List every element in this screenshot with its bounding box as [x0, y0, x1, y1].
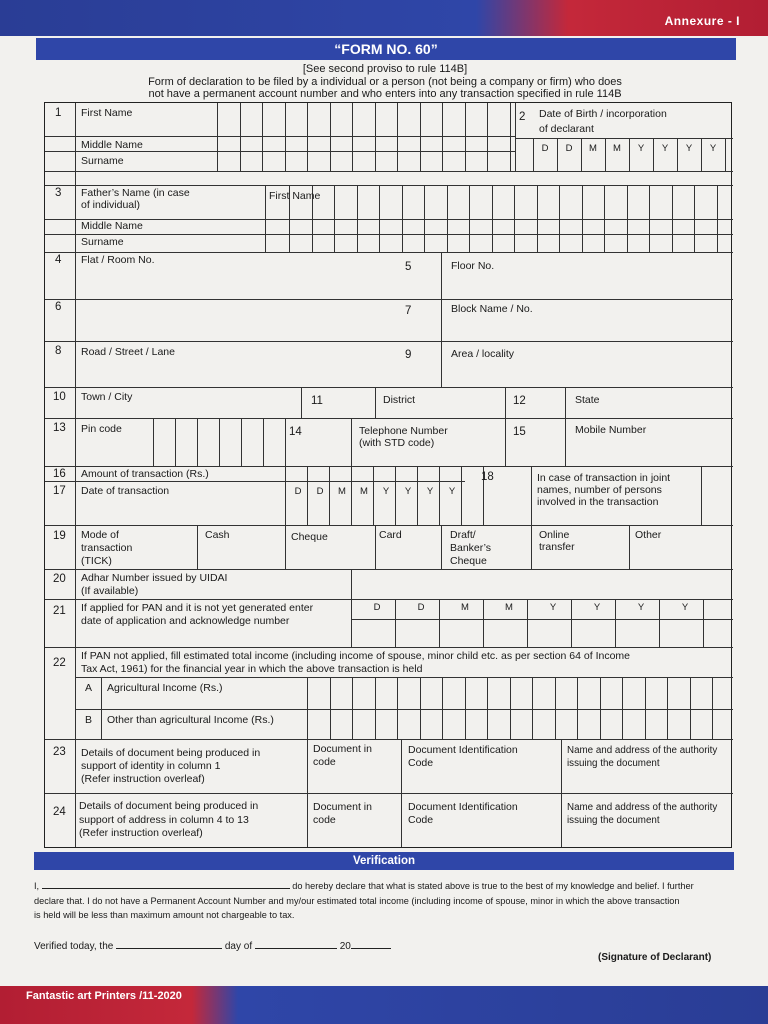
verification-title: Verification [34, 852, 734, 870]
row-18-number: 18 [481, 471, 494, 483]
row-8-number: 8 [55, 345, 62, 357]
cell-divider [555, 677, 556, 739]
pan-date-letter-5: Y [549, 602, 557, 613]
cell-divider [330, 103, 331, 171]
address-doc-label-a: Details of document being produced in [79, 800, 259, 812]
row-7-number: 7 [405, 305, 412, 317]
row-10-number: 10 [53, 391, 66, 403]
txn-date-letter-3: M [338, 486, 346, 497]
pan-date-letter-8: Y [681, 602, 689, 613]
cell-divider [447, 185, 448, 252]
pincode-label: Pin code [81, 423, 122, 435]
identity-id-code-b: Code [408, 757, 434, 769]
form-title: “FORM NO. 60” [36, 38, 736, 60]
cell-divider [307, 677, 308, 739]
row-1-number: 1 [55, 107, 62, 119]
dob-cell-divider [725, 138, 726, 171]
cell-divider [627, 185, 628, 252]
address-authority-a: Name and address of the authority [567, 802, 718, 813]
day-of-label: day of [224, 941, 253, 952]
cell-divider [694, 185, 695, 252]
cell-divider [263, 418, 264, 466]
flat-label: Flat / Room No. [81, 254, 155, 266]
joint-label-a: In case of transaction in joint [537, 472, 671, 484]
dob-cell-divider [581, 138, 582, 171]
state-label: State [575, 394, 600, 406]
cell-divider [492, 185, 493, 252]
mode-cheque[interactable]: Cheque [291, 531, 328, 543]
income-label-b: Tax Act, 1961) for the financial year in which the above transaction is held [81, 663, 423, 675]
address-authority-b: issuing the document [567, 815, 660, 826]
dob-letter-5: Y [637, 143, 645, 154]
address-doc-code-b: code [313, 814, 336, 826]
dob-cell-divider [605, 138, 606, 171]
area-label: Area / locality [451, 348, 515, 360]
pan-date-letter-4: M [505, 602, 513, 613]
dob-cell-divider [653, 138, 654, 171]
address-doc-code-a: Document in [313, 801, 372, 813]
month-blank[interactable] [255, 940, 337, 949]
mode-card[interactable]: Card [379, 529, 402, 541]
cell-divider [649, 185, 650, 252]
mode-online-b[interactable]: transfer [539, 541, 575, 553]
dob-letter-2: D [565, 143, 573, 154]
declarant-name-blank[interactable] [42, 879, 290, 889]
address-id-code-a: Document Identification [408, 801, 518, 813]
floor-label: Floor No. [451, 260, 495, 272]
dob-cell-divider [557, 138, 558, 171]
dob-cell-divider [533, 138, 534, 171]
cell-divider [175, 418, 176, 466]
cell-divider [219, 418, 220, 466]
cell-divider [241, 418, 242, 466]
row-17-number: 17 [53, 485, 66, 497]
father-label-b: of individual) [81, 199, 140, 211]
mode-draft-a[interactable]: Draft/ [450, 529, 476, 541]
row-19-number: 19 [53, 530, 66, 542]
row-22-number: 22 [53, 657, 66, 669]
row-14-number: 14 [289, 426, 302, 438]
signature-label: (Signature of Declarant) [598, 952, 712, 963]
cell-divider [375, 677, 376, 739]
cell-divider [357, 185, 358, 252]
cell-divider [514, 185, 515, 252]
income-label-a: If PAN not applied, fill estimated total income (including income of spouse, minor child etc. as per section 64 of Income [81, 650, 630, 662]
mode-label-a: Mode of [81, 529, 119, 541]
cell-divider [465, 677, 466, 739]
dob-letter-1: D [541, 143, 549, 154]
cell-divider [352, 103, 353, 171]
cell-divider [262, 103, 263, 171]
pan-date-letter-7: Y [637, 602, 645, 613]
mode-draft-c[interactable]: Cheque [450, 555, 487, 567]
identity-doc-code-b: code [313, 756, 336, 768]
txn-date-letter-5: Y [382, 486, 390, 497]
aadhaar-label-b: (If available) [81, 585, 139, 597]
year-prefix: 20 [339, 941, 351, 952]
mode-cash[interactable]: Cash [205, 529, 230, 541]
cell-divider [510, 103, 511, 171]
identity-authority-a: Name and address of the authority [567, 745, 718, 756]
cell-divider [672, 185, 673, 252]
mode-draft-b[interactable]: Banker’s [450, 542, 492, 554]
row-21-number: 21 [53, 605, 66, 617]
mode-label-b: transaction [81, 542, 133, 554]
cell-divider [559, 185, 560, 252]
block-label: Block Name / No. [451, 303, 533, 315]
verified-today-label: Verified today, the [34, 941, 114, 952]
identity-id-code-a: Document Identification [408, 744, 518, 756]
cell-divider [307, 103, 308, 171]
cell-divider [690, 677, 691, 739]
row-24-number: 24 [53, 806, 66, 818]
mobile-label: Mobile Number [575, 424, 647, 436]
dob-letter-7: Y [685, 143, 693, 154]
telephone-label-b: (with STD code) [359, 437, 435, 449]
dob-cell-divider [629, 138, 630, 171]
identity-doc-label-a: Details of document being produced in [81, 747, 261, 759]
cell-divider [402, 185, 403, 252]
txn-date-letter-7: Y [426, 486, 434, 497]
row-6-number: 6 [55, 301, 62, 313]
txn-date-letter-6: Y [404, 486, 412, 497]
father-first-name-label: First Name [269, 190, 321, 202]
cell-divider [420, 103, 421, 171]
mode-other[interactable]: Other [635, 529, 662, 541]
row-4-number: 4 [55, 254, 62, 266]
row-3-number: 3 [55, 187, 62, 199]
cell-divider [577, 677, 578, 739]
cell-divider [397, 103, 398, 171]
declaration-text-1: do hereby declare that what is stated above is true to the best of my knowledge and belief. I further [292, 881, 694, 891]
cell-divider [717, 185, 718, 252]
cell-divider [197, 418, 198, 466]
father-label-a: Father’s Name (in case [81, 187, 190, 199]
row-12-number: 12 [513, 395, 526, 407]
row-13-number: 13 [53, 422, 66, 434]
dob-letter-6: Y [661, 143, 669, 154]
row-2-number: 2 [519, 111, 526, 123]
dob-label-b: of declarant [539, 123, 594, 135]
district-label: District [383, 394, 416, 406]
address-doc-label-b: support of address in column 4 to 13 [79, 814, 249, 826]
town-label: Town / City [81, 391, 133, 403]
txn-date-letter-8: Y [448, 486, 456, 497]
pan-applied-label-a: If applied for PAN and it is not yet generated enter [81, 602, 314, 614]
row-16-number: 16 [53, 468, 66, 480]
cell-divider [442, 103, 443, 171]
top-color-band [0, 0, 768, 36]
row-15-number: 15 [513, 426, 526, 438]
cell-divider [334, 185, 335, 252]
joint-label-b: names, number of persons [537, 484, 662, 496]
day-blank[interactable] [116, 940, 222, 949]
amount-label: Amount of transaction (Rs.) [81, 468, 209, 480]
pan-date-letter-2: D [417, 602, 425, 613]
cell-divider [604, 185, 605, 252]
declaration-line-1 [34, 879, 734, 894]
cell-divider [330, 677, 331, 739]
cell-divider [379, 185, 380, 252]
aadhaar-label-a: Adhar Number issued by UIDAI [81, 572, 228, 584]
dob-cell-divider [677, 138, 678, 171]
annexure-label: Annexure - I [664, 14, 740, 28]
joint-label-c: involved in the transaction [537, 496, 659, 508]
other-income-label: Other than agricultural Income (Rs.) [107, 714, 274, 726]
identity-doc-label-b: support of identity in column 1 [81, 760, 221, 772]
cell-divider [217, 103, 218, 171]
cell-divider [582, 185, 583, 252]
cell-divider [487, 677, 488, 739]
cell-divider [442, 677, 443, 739]
cell-divider [352, 677, 353, 739]
cell-divider [285, 103, 286, 171]
mode-label-c: (TICK) [81, 555, 112, 567]
verified-line [34, 940, 391, 952]
cell-divider [397, 677, 398, 739]
telephone-label-a: Telephone Number [359, 425, 448, 437]
dob-cell-divider [701, 138, 702, 171]
cell-divider [420, 677, 421, 739]
description-line-1: Form of declaration to be filed by a individual or a person (not being a company or firm) who does [148, 76, 622, 88]
proviso-text: [See second proviso to rule 114B] [302, 63, 468, 75]
txn-date-letter-1: D [294, 486, 302, 497]
cell-divider [465, 103, 466, 171]
identity-doc-code-a: Document in [313, 743, 372, 755]
cell-divider [712, 677, 713, 739]
cell-divider [622, 677, 623, 739]
cell-divider [424, 185, 425, 252]
dob-letter-4: M [613, 143, 621, 154]
txn-date-letter-2: D [316, 486, 324, 497]
father-surname-label: Surname [81, 236, 124, 248]
row-11-number: 11 [311, 395, 323, 407]
income-a-letter: A [85, 682, 93, 694]
dob-letter-8: Y [709, 143, 717, 154]
identity-doc-label-c: (Refer instruction overleaf) [81, 773, 205, 785]
identity-authority-b: issuing the document [567, 758, 660, 769]
cell-divider [600, 677, 601, 739]
cell-divider [537, 185, 538, 252]
cell-divider [153, 418, 154, 466]
row-20-number: 20 [53, 573, 66, 585]
declaration-i: I, [34, 881, 40, 891]
father-middle-name-label: Middle Name [81, 220, 143, 232]
cell-divider [375, 103, 376, 171]
declaration-line-3: is held will be less than maximum amount not chargeable to tax. [34, 910, 295, 920]
income-b-letter: B [85, 714, 93, 726]
surname-label: Surname [81, 155, 124, 167]
address-doc-label-c: (Refer instruction overleaf) [79, 827, 203, 839]
middle-name-label: Middle Name [81, 139, 143, 151]
row-9-number: 9 [405, 349, 412, 361]
cell-divider [667, 677, 668, 739]
pan-date-letter-1: D [373, 602, 381, 613]
form-table [44, 102, 732, 848]
row-5-number: 5 [405, 261, 412, 273]
first-name-label: First Name [81, 107, 133, 119]
road-label: Road / Street / Lane [81, 346, 175, 358]
cell-divider [532, 677, 533, 739]
declaration-line-2: declare that. I do not have a Permanent Account Number and my/our estimated total income (including income of spouse, minor in which the above transaction [34, 896, 680, 906]
pan-date-letter-6: Y [593, 602, 601, 613]
cell-divider [645, 677, 646, 739]
row-23-number: 23 [53, 746, 66, 758]
txn-date-letter-4: M [360, 486, 368, 497]
printer-credit: Fantastic art Printers /11-2020 [26, 990, 182, 1002]
pan-applied-label-b: date of application and acknowledge number [81, 615, 290, 627]
cell-divider [240, 103, 241, 171]
agri-income-label: Agricultural Income (Rs.) [107, 682, 223, 694]
year-blank[interactable] [351, 940, 391, 949]
cell-divider [351, 599, 352, 647]
pan-date-letter-3: M [461, 602, 469, 613]
dob-label-a: Date of Birth / incorporation [539, 108, 667, 120]
cell-divider [510, 677, 511, 739]
cell-divider [487, 103, 488, 171]
transaction-date-label: Date of transaction [81, 485, 170, 497]
cell-divider [469, 185, 470, 252]
mode-online-a[interactable]: Online [539, 529, 570, 541]
address-id-code-b: Code [408, 814, 434, 826]
description-line-2: not have a permanent account number and who enters into any transaction specified in rule 114B [148, 88, 622, 100]
cell-divider [285, 466, 286, 525]
dob-letter-3: M [589, 143, 597, 154]
